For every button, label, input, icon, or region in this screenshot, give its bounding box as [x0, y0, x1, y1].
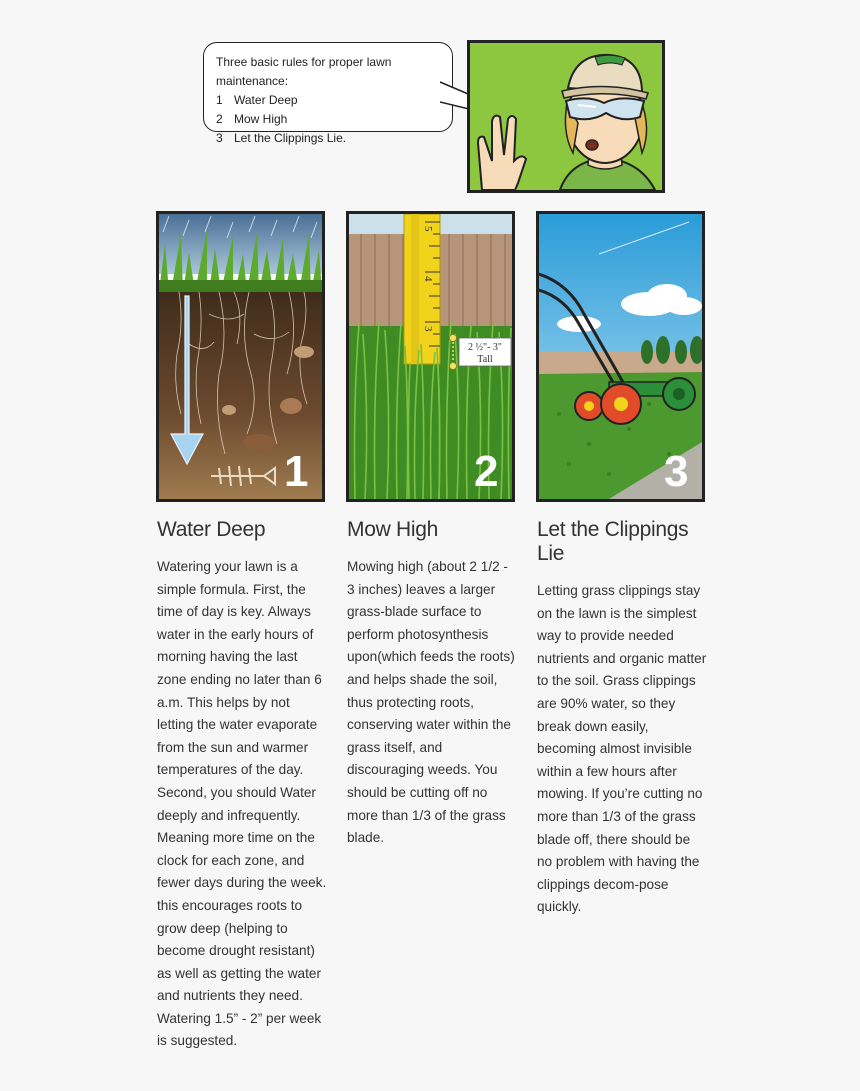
rule-text: Let the Clippings Lie. [234, 131, 347, 145]
panel-number: 3 [664, 447, 689, 496]
rule-number: 2 [216, 112, 223, 126]
height-label-line2: Tall [477, 354, 493, 365]
column-body: Watering your lawn is a simple formula. First, the time of day is key. Always water in the early hours of morning having the last zone ending no later than 6 a.m. This helps by not letting the water evaporate from the sun and warmer temperatures of the day. Second, you should Water deeply and infrequently. Meaning more time on the clock for each zone, and fewer days during the week. this encourages roots to grow deep (helping to become drought resistant) as well as getting the water and nutrients they need. Watering 1.5” - 2” per week is suggested. [157, 559, 327, 1049]
column-heading: Water Deep [157, 518, 266, 541]
column-body: Mowing high (about 2 1/2 - 3 inches) leaves a larger grass-blade surface to perform photosynthesis upon(which feeds the roots) and helps shade the soil, thus protecting roots, conserving water within the grass itself, and discouraging weeds. You should be cutting off no more than 1/3 of the grass blade. [347, 559, 515, 846]
height-label-line1: 2 ½"- 3" [468, 342, 502, 353]
rule-number: 3 [216, 131, 223, 145]
rule-text: Water Deep [234, 93, 298, 107]
panel-water-deep [156, 211, 325, 502]
rule-number: 1 [216, 93, 223, 107]
column-heading: Mow High [347, 518, 438, 541]
rule-item [216, 91, 440, 110]
lawn-guy-avatar [467, 40, 665, 193]
ruler-tick-label: 3 [422, 326, 434, 332]
column-heading: Let the Clippings Lie [537, 518, 689, 565]
panel-number: 2 [474, 447, 499, 496]
rule-item [216, 110, 440, 129]
rule-item [216, 129, 440, 148]
panel-clippings [536, 211, 705, 502]
column-mow-high [347, 518, 517, 850]
column-water-deep [157, 518, 327, 1053]
ruler-tick-label: 4 [422, 276, 434, 282]
panel-mow-high [346, 211, 515, 502]
column-body: Letting grass clippings stay on the lawn is the simplest way to provide needed nutrients and organic matter to the soil. Grass clippings are 90% water, so they break down easily, becoming almost invisible within a few hours after mowing. If you’re cutting no more than 1/3 of the grass blade off, there should be no problem with having the clippings decom-pose quickly. [537, 583, 707, 915]
column-clippings [537, 518, 707, 919]
panel-number: 1 [284, 447, 309, 496]
speech-bubble [203, 42, 453, 145]
callout-title: Three basic rules for proper lawn maintenance: [216, 55, 392, 88]
ruler-tick-label: 5 [422, 226, 434, 232]
rule-text: Mow High [234, 112, 288, 126]
